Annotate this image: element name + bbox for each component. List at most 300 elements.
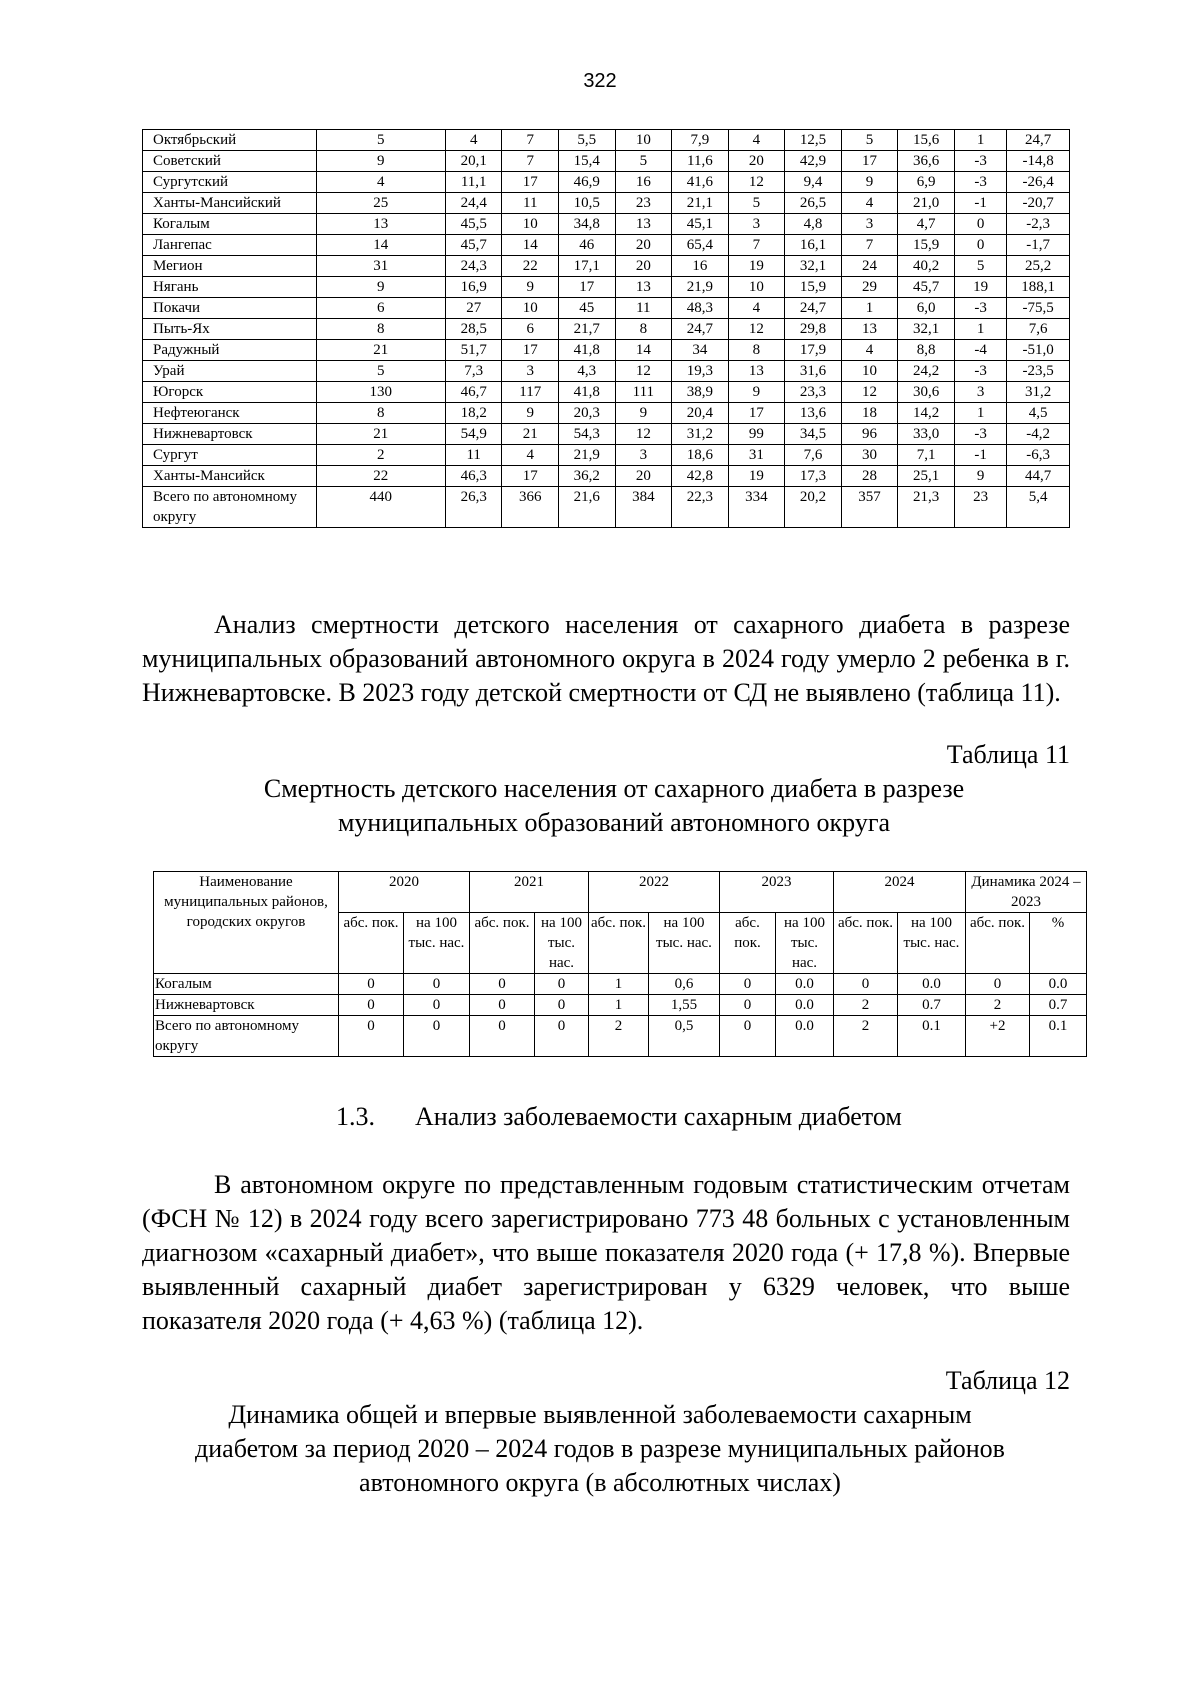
row-name-cell: Советский (143, 151, 317, 172)
value-cell: 36,2 (559, 466, 616, 487)
section-number: 1.3. (336, 1102, 375, 1131)
section-heading (336, 1100, 902, 1134)
table11-title-line1: Смертность детского населения от сахарного диабета в разрезе (263, 774, 965, 803)
value-cell: 36,6 (898, 151, 955, 172)
table-row (143, 214, 1070, 235)
row-name-cell: Лангепас (143, 235, 317, 256)
value-cell: 25 (316, 193, 445, 214)
value-cell: 8 (316, 403, 445, 424)
value-cell: 0.0 (776, 1016, 834, 1057)
value-cell: 45,5 (445, 214, 502, 235)
value-cell: 24,2 (898, 361, 955, 382)
value-cell: 0.7 (898, 995, 966, 1016)
value-cell: 17 (728, 403, 785, 424)
value-cell: 46 (559, 235, 616, 256)
value-cell: 21,9 (672, 277, 729, 298)
row-name-cell: Пыть-Ях (143, 319, 317, 340)
value-cell: 3 (615, 445, 672, 466)
value-cell: 4 (728, 130, 785, 151)
value-cell: 14 (615, 340, 672, 361)
value-cell: -1,7 (1007, 235, 1070, 256)
row-name-cell: Нефтеюганск (143, 403, 317, 424)
subheader-per100: на 100 тыс. нас. (404, 913, 470, 974)
value-cell: 13 (728, 361, 785, 382)
value-cell: 34,8 (559, 214, 616, 235)
table-row (143, 298, 1070, 319)
value-cell: 54,9 (445, 424, 502, 445)
value-cell: -2,3 (1007, 214, 1070, 235)
value-cell: -6,3 (1007, 445, 1070, 466)
value-cell: 20,4 (672, 403, 729, 424)
value-cell: 23 (615, 193, 672, 214)
value-cell: -51,0 (1007, 340, 1070, 361)
value-cell: 3 (728, 214, 785, 235)
value-cell: 4,8 (785, 214, 842, 235)
value-cell: -20,7 (1007, 193, 1070, 214)
value-cell: 0 (535, 974, 589, 995)
value-cell: 96 (841, 424, 898, 445)
value-cell: 14,2 (898, 403, 955, 424)
value-cell: 12 (728, 172, 785, 193)
value-cell: 15,6 (898, 130, 955, 151)
value-cell: 11 (502, 193, 559, 214)
value-cell: 34 (672, 340, 729, 361)
value-cell: 0 (470, 974, 535, 995)
value-cell: 16,9 (445, 277, 502, 298)
value-cell: 5 (841, 130, 898, 151)
table-row (143, 445, 1070, 466)
table12-label: Таблица 12 (945, 1366, 1070, 1395)
value-cell: -1 (954, 445, 1007, 466)
value-cell: 9 (841, 172, 898, 193)
value-cell: 23,3 (785, 382, 842, 403)
value-cell: 41,6 (672, 172, 729, 193)
value-cell: 0 (720, 1016, 776, 1057)
value-cell: 4,3 (559, 361, 616, 382)
row-name-cell: Нижневартовск (154, 995, 339, 1016)
child-mortality-table (153, 871, 1087, 1057)
value-cell: 9 (728, 382, 785, 403)
value-cell: 21 (502, 424, 559, 445)
value-cell: 44,7 (1007, 466, 1070, 487)
value-cell: 4,7 (898, 214, 955, 235)
value-cell: 42,9 (785, 151, 842, 172)
value-cell: 2 (834, 1016, 898, 1057)
value-cell: 1 (589, 974, 649, 995)
value-cell: 0 (470, 995, 535, 1016)
value-cell: 440 (316, 487, 445, 528)
row-name-cell: Нягань (143, 277, 317, 298)
row-name-cell: Нижневартовск (143, 424, 317, 445)
value-cell: 45,1 (672, 214, 729, 235)
header-year-2021: 2021 (470, 872, 589, 913)
value-cell: 4 (841, 193, 898, 214)
value-cell: -14,8 (1007, 151, 1070, 172)
value-cell: 1 (954, 130, 1007, 151)
value-cell: 23 (954, 487, 1007, 528)
value-cell: 17 (559, 277, 616, 298)
value-cell: 17 (502, 466, 559, 487)
value-cell: 19 (728, 466, 785, 487)
value-cell: 0 (535, 995, 589, 1016)
table11-title-line2: муниципальных образований автономного округа (337, 808, 891, 837)
value-cell: 4 (841, 340, 898, 361)
table-row (143, 319, 1070, 340)
value-cell: -75,5 (1007, 298, 1070, 319)
value-cell: 0.0 (1030, 974, 1087, 995)
header-year-2020: 2020 (339, 872, 470, 913)
value-cell: 29,8 (785, 319, 842, 340)
value-cell: 117 (502, 382, 559, 403)
value-cell: 5 (615, 151, 672, 172)
value-cell: 24 (841, 256, 898, 277)
value-cell: 24,7 (785, 298, 842, 319)
table-row (143, 130, 1070, 151)
value-cell: 21,9 (559, 445, 616, 466)
value-cell: 13,6 (785, 403, 842, 424)
row-name-cell: Октябрьский (143, 130, 317, 151)
value-cell: 31 (316, 256, 445, 277)
subheader-abs: абс. пок. (470, 913, 535, 974)
page-number: 322 (583, 70, 617, 92)
value-cell: 0.1 (1030, 1016, 1087, 1057)
value-cell: 2 (316, 445, 445, 466)
header-municipality: Наименование муниципальных районов, городских округов (154, 872, 339, 974)
row-name-cell: Покачи (143, 298, 317, 319)
value-cell: 9 (316, 277, 445, 298)
value-cell: 17 (502, 172, 559, 193)
row-name-cell: Урай (143, 361, 317, 382)
value-cell: 0 (404, 995, 470, 1016)
value-cell: 5,5 (559, 130, 616, 151)
value-cell: 7,6 (785, 445, 842, 466)
value-cell: -1 (954, 193, 1007, 214)
value-cell: -3 (954, 361, 1007, 382)
value-cell: 21 (316, 424, 445, 445)
value-cell: 0 (339, 974, 404, 995)
row-name-cell: Радужный (143, 340, 317, 361)
value-cell: 0,6 (649, 974, 720, 995)
row-name-cell: Ханты-Мансийский (143, 193, 317, 214)
value-cell: 21,3 (898, 487, 955, 528)
value-cell: -4 (954, 340, 1007, 361)
value-cell: 38,9 (672, 382, 729, 403)
value-cell: 46,7 (445, 382, 502, 403)
value-cell: 33,0 (898, 424, 955, 445)
row-name-cell: Мегион (143, 256, 317, 277)
value-cell: 0 (470, 1016, 535, 1057)
value-cell: 34,5 (785, 424, 842, 445)
value-cell: +2 (966, 1016, 1030, 1057)
value-cell: 357 (841, 487, 898, 528)
row-name-cell: Всего по автономному округу (154, 1016, 339, 1057)
value-cell: 10 (841, 361, 898, 382)
table-row (143, 172, 1070, 193)
value-cell: 0.7 (1030, 995, 1087, 1016)
value-cell: 11,6 (672, 151, 729, 172)
value-cell: 1 (954, 319, 1007, 340)
header-year-2024: 2024 (834, 872, 966, 913)
value-cell: 41,8 (559, 382, 616, 403)
subheader-abs: абс. пок. (720, 913, 776, 974)
value-cell: 31,6 (785, 361, 842, 382)
value-cell: 18 (841, 403, 898, 424)
value-cell: 46,3 (445, 466, 502, 487)
value-cell: 16 (672, 256, 729, 277)
value-cell: 0 (404, 974, 470, 995)
value-cell: 16,1 (785, 235, 842, 256)
value-cell: 28,5 (445, 319, 502, 340)
value-cell: 6 (502, 319, 559, 340)
value-cell: 45,7 (445, 235, 502, 256)
value-cell: 8 (615, 319, 672, 340)
value-cell: 25,1 (898, 466, 955, 487)
value-cell: 6,0 (898, 298, 955, 319)
municipal-table-continued (142, 129, 1070, 528)
value-cell: 20 (728, 151, 785, 172)
value-cell: 17 (841, 151, 898, 172)
value-cell: 7,3 (445, 361, 502, 382)
table12-title-line3: автономного округа (в абсолютных числах) (359, 1468, 841, 1497)
value-cell: 11 (615, 298, 672, 319)
value-cell: 17,1 (559, 256, 616, 277)
value-cell: 10 (502, 214, 559, 235)
value-cell: 9 (316, 151, 445, 172)
value-cell: 99 (728, 424, 785, 445)
value-cell: 51,7 (445, 340, 502, 361)
value-cell: 4,5 (1007, 403, 1070, 424)
value-cell: 31,2 (1007, 382, 1070, 403)
value-cell: 6,9 (898, 172, 955, 193)
value-cell: 27 (445, 298, 502, 319)
value-cell: 31 (728, 445, 785, 466)
value-cell: 42,8 (672, 466, 729, 487)
value-cell: 26,3 (445, 487, 502, 528)
table-row (143, 235, 1070, 256)
value-cell: 29 (841, 277, 898, 298)
value-cell: 130 (316, 382, 445, 403)
value-cell: 0.0 (776, 974, 834, 995)
value-cell: 12 (615, 424, 672, 445)
value-cell: 12 (841, 382, 898, 403)
value-cell: 30 (841, 445, 898, 466)
value-cell: 0 (720, 995, 776, 1016)
value-cell: 24,4 (445, 193, 502, 214)
value-cell: 2 (834, 995, 898, 1016)
value-cell: -3 (954, 172, 1007, 193)
value-cell: 21,7 (559, 319, 616, 340)
paragraph-text: В автономном округе по представленным годовым статистическим отчетам (ФСН № 12) в 2024 году всего зарегистрировано 773 48 больных с установленным диагнозом «сахарный диабет», что выше показателя 2020 года (+ 17,8 %). Впервые выявленный сахарный диабет зарегистрирован у 6329 человек, что выше показателя 2020 года (+ 4,63 %) (таблица 12). (142, 1170, 1070, 1335)
subheader-abs: абс. пок. (339, 913, 404, 974)
value-cell: 5 (954, 256, 1007, 277)
value-cell: 22,3 (672, 487, 729, 528)
value-cell: 11 (445, 445, 502, 466)
value-cell: 4 (728, 298, 785, 319)
value-cell: 0 (954, 235, 1007, 256)
subheader-abs: абс. пок. (589, 913, 649, 974)
value-cell: 11,1 (445, 172, 502, 193)
subheader-per100: на 100 тыс. нас. (649, 913, 720, 974)
value-cell: 7 (841, 235, 898, 256)
value-cell: 14 (502, 235, 559, 256)
value-cell: 0 (966, 974, 1030, 995)
value-cell: 19,3 (672, 361, 729, 382)
value-cell: -3 (954, 151, 1007, 172)
value-cell: 9 (502, 277, 559, 298)
value-cell: 0,5 (649, 1016, 720, 1057)
value-cell: 31,2 (672, 424, 729, 445)
value-cell: 334 (728, 487, 785, 528)
row-name-cell: Сургут (143, 445, 317, 466)
value-cell: 21,0 (898, 193, 955, 214)
value-cell: 8 (728, 340, 785, 361)
value-cell: 32,1 (898, 319, 955, 340)
table-row (143, 487, 1070, 528)
value-cell: 1,55 (649, 995, 720, 1016)
table11-label: Таблица 11 (946, 740, 1070, 769)
value-cell: 6 (316, 298, 445, 319)
table-row (143, 151, 1070, 172)
value-cell: 45 (559, 298, 616, 319)
value-cell: 46,9 (559, 172, 616, 193)
value-cell: 24,7 (672, 319, 729, 340)
value-cell: 20 (615, 466, 672, 487)
value-cell: 5 (316, 361, 445, 382)
value-cell: 0 (339, 1016, 404, 1057)
value-cell: 10 (502, 298, 559, 319)
value-cell: 3 (502, 361, 559, 382)
value-cell: 10 (728, 277, 785, 298)
value-cell: 20 (615, 256, 672, 277)
value-cell: 18,6 (672, 445, 729, 466)
value-cell: 0 (834, 974, 898, 995)
value-cell: 13 (841, 319, 898, 340)
table-row (143, 340, 1070, 361)
value-cell: 111 (615, 382, 672, 403)
value-cell: -4,2 (1007, 424, 1070, 445)
subheader-percent: % (1030, 913, 1087, 974)
value-cell: 1 (954, 403, 1007, 424)
paragraph-text: Анализ смертности детского населения от сахарного диабета в разрезе муниципальных образований автономного округа в 2024 году умерло 2 ребенка в г. Нижневартовске. В 2023 году детской смертности от СД не выявлено (таблица 11). (142, 610, 1070, 707)
value-cell: 32,1 (785, 256, 842, 277)
value-cell: 366 (502, 487, 559, 528)
table-row (143, 256, 1070, 277)
table-row (154, 974, 1087, 995)
header-year-2022: 2022 (589, 872, 720, 913)
value-cell: 12 (728, 319, 785, 340)
value-cell: 24,7 (1007, 130, 1070, 151)
row-name-cell: Сургутский (143, 172, 317, 193)
value-cell: 7 (502, 130, 559, 151)
value-cell: 4 (316, 172, 445, 193)
value-cell: 7,9 (672, 130, 729, 151)
value-cell: 45,7 (898, 277, 955, 298)
value-cell: 22 (502, 256, 559, 277)
value-cell: 65,4 (672, 235, 729, 256)
value-cell: 24,3 (445, 256, 502, 277)
table12-title-line1: Динамика общей и впервые выявленной заболеваемости сахарным (228, 1400, 972, 1429)
subheader-per100: на 100 тыс. нас. (898, 913, 966, 974)
table-row (143, 403, 1070, 424)
section-title: Анализ заболеваемости сахарным диабетом (415, 1102, 902, 1131)
value-cell: 19 (728, 256, 785, 277)
paragraph-child-mortality (142, 608, 1070, 710)
value-cell: 10,5 (559, 193, 616, 214)
row-name-cell: Когалым (154, 974, 339, 995)
value-cell: 25,2 (1007, 256, 1070, 277)
subheader-per100: на 100 тыс. нас. (776, 913, 834, 974)
value-cell: 13 (615, 277, 672, 298)
value-cell: 9,4 (785, 172, 842, 193)
table-row (143, 466, 1070, 487)
row-name-cell: Всего по автономному округу (143, 487, 317, 528)
value-cell: 12,5 (785, 130, 842, 151)
value-cell: 17,3 (785, 466, 842, 487)
value-cell: 1 (841, 298, 898, 319)
subheader-abs: абс. пок. (966, 913, 1030, 974)
value-cell: 7,6 (1007, 319, 1070, 340)
subheader-abs: абс. пок. (834, 913, 898, 974)
value-cell: 7 (502, 151, 559, 172)
table-row (154, 1016, 1087, 1057)
value-cell: 7 (728, 235, 785, 256)
value-cell: 19 (954, 277, 1007, 298)
value-cell: -3 (954, 424, 1007, 445)
value-cell: 26,5 (785, 193, 842, 214)
value-cell: 188,1 (1007, 277, 1070, 298)
value-cell: 28 (841, 466, 898, 487)
value-cell: 9 (502, 403, 559, 424)
value-cell: 10 (615, 130, 672, 151)
table-row (143, 277, 1070, 298)
value-cell: 12 (615, 361, 672, 382)
value-cell: 15,9 (898, 235, 955, 256)
value-cell: 15,9 (785, 277, 842, 298)
value-cell: -3 (954, 298, 1007, 319)
value-cell: 13 (316, 214, 445, 235)
value-cell: 5,4 (1007, 487, 1070, 528)
table12-title-line2: диабетом за период 2020 – 2024 годов в разрезе муниципальных районов (195, 1434, 1005, 1463)
value-cell: 8,8 (898, 340, 955, 361)
table-row (143, 424, 1070, 445)
value-cell: -23,5 (1007, 361, 1070, 382)
value-cell: 13 (615, 214, 672, 235)
table-row (154, 995, 1087, 1016)
value-cell: 0 (535, 1016, 589, 1057)
value-cell: 0.0 (898, 974, 966, 995)
value-cell: 54,3 (559, 424, 616, 445)
table-row (143, 193, 1070, 214)
value-cell: 20,1 (445, 151, 502, 172)
row-name-cell: Ханты-Мансийск (143, 466, 317, 487)
value-cell: 15,4 (559, 151, 616, 172)
value-cell: 5 (316, 130, 445, 151)
value-cell: 41,8 (559, 340, 616, 361)
header-dynamics: Динамика 2024 – 2023 (966, 872, 1087, 913)
value-cell: 22 (316, 466, 445, 487)
value-cell: 20,3 (559, 403, 616, 424)
value-cell: 0 (339, 995, 404, 1016)
value-cell: 3 (841, 214, 898, 235)
value-cell: 3 (954, 382, 1007, 403)
value-cell: 21,1 (672, 193, 729, 214)
value-cell: 20,2 (785, 487, 842, 528)
value-cell: 9 (954, 466, 1007, 487)
value-cell: 17,9 (785, 340, 842, 361)
paragraph-incidence (142, 1168, 1070, 1338)
header-year-2023: 2023 (720, 872, 834, 913)
table-row (143, 382, 1070, 403)
